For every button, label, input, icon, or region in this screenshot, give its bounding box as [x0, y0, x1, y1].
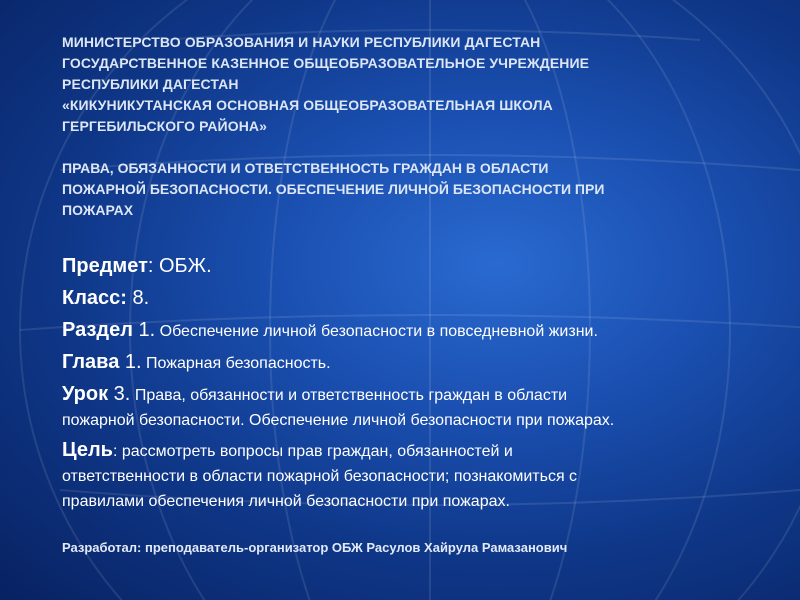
grade-value: 8. [126, 287, 150, 309]
section-label: Раздел [62, 319, 133, 341]
chapter-row [62, 347, 762, 379]
lesson-number: 3. [108, 383, 131, 405]
lesson-row [62, 382, 762, 433]
school-name-line: «КИКУНИКУТАНСКАЯ ОСНОВНАЯ ОБЩЕОБРАЗОВАТЕЛЬНАЯ ШКОЛА [62, 97, 553, 113]
lesson-text-1: Права, обязанности и ответственность граждан в области [130, 387, 568, 404]
chapter-label: Глава [62, 351, 120, 373]
grade-row [62, 283, 762, 315]
subject-value: : ОБЖ. [147, 255, 212, 277]
lesson-label: Урок [62, 383, 109, 405]
title-line-1: ПРАВА, ОБЯЗАННОСТИ И ОТВЕТСТВЕННОСТЬ ГРАЖДАН В ОБЛАСТИ [62, 160, 549, 176]
section-row [62, 315, 762, 347]
grade-label: Класс: [62, 287, 127, 309]
author-credit: Разработал: преподаватель-организатор ОБЖ Расулов Хайрула Рамазанович [62, 540, 568, 555]
district-line: ГЕРГЕБИЛЬСКОГО РАЙОНА» [62, 118, 268, 134]
goal-text-1: : рассмотреть вопросы прав граждан, обязанностей и [112, 443, 513, 460]
title-line-2: ПОЖАРНОЙ БЕЗОПАСНОСТИ. ОБЕСПЕЧЕНИЕ ЛИЧНОЙ БЕЗОПАСНОСТИ ПРИ [62, 181, 605, 197]
ministry-line: МИНИСТЕРСТВО ОБРАЗОВАНИЯ И НАУКИ РЕСПУБЛИКИ ДАГЕСТАН [62, 34, 541, 50]
republic-line: РЕСПУБЛИКИ ДАГЕСТАН [62, 76, 239, 92]
title-line-3: ПОЖАРАХ [62, 202, 134, 218]
goal-text-2: ответственности в области пожарной безопасности; познакомиться с [62, 468, 578, 485]
institution-header [62, 32, 762, 137]
goal-row [62, 438, 762, 514]
lesson-title [62, 158, 762, 221]
subject-label: Предмет [62, 255, 148, 277]
lesson-details [62, 251, 762, 514]
goal-text-3: правилами обеспечения личной безопасности при пожарах. [62, 493, 510, 510]
institution-type-line: ГОСУДАРСТВЕННОЕ КАЗЕННОЕ ОБЩЕОБРАЗОВАТЕЛЬНОЕ УЧРЕЖДЕНИЕ [62, 55, 590, 71]
chapter-text: Пожарная безопасность. [141, 355, 331, 372]
section-number: 1. [132, 319, 156, 341]
slide-content [62, 32, 762, 555]
goal-label: Цель [62, 439, 113, 461]
subject-row [62, 251, 762, 283]
lesson-text-2: пожарной безопасности. Обеспечение личной безопасности при пожарах. [62, 412, 615, 429]
chapter-number: 1. [119, 351, 142, 373]
section-text: Обеспечение личной безопасности в повседневной жизни. [155, 323, 598, 340]
